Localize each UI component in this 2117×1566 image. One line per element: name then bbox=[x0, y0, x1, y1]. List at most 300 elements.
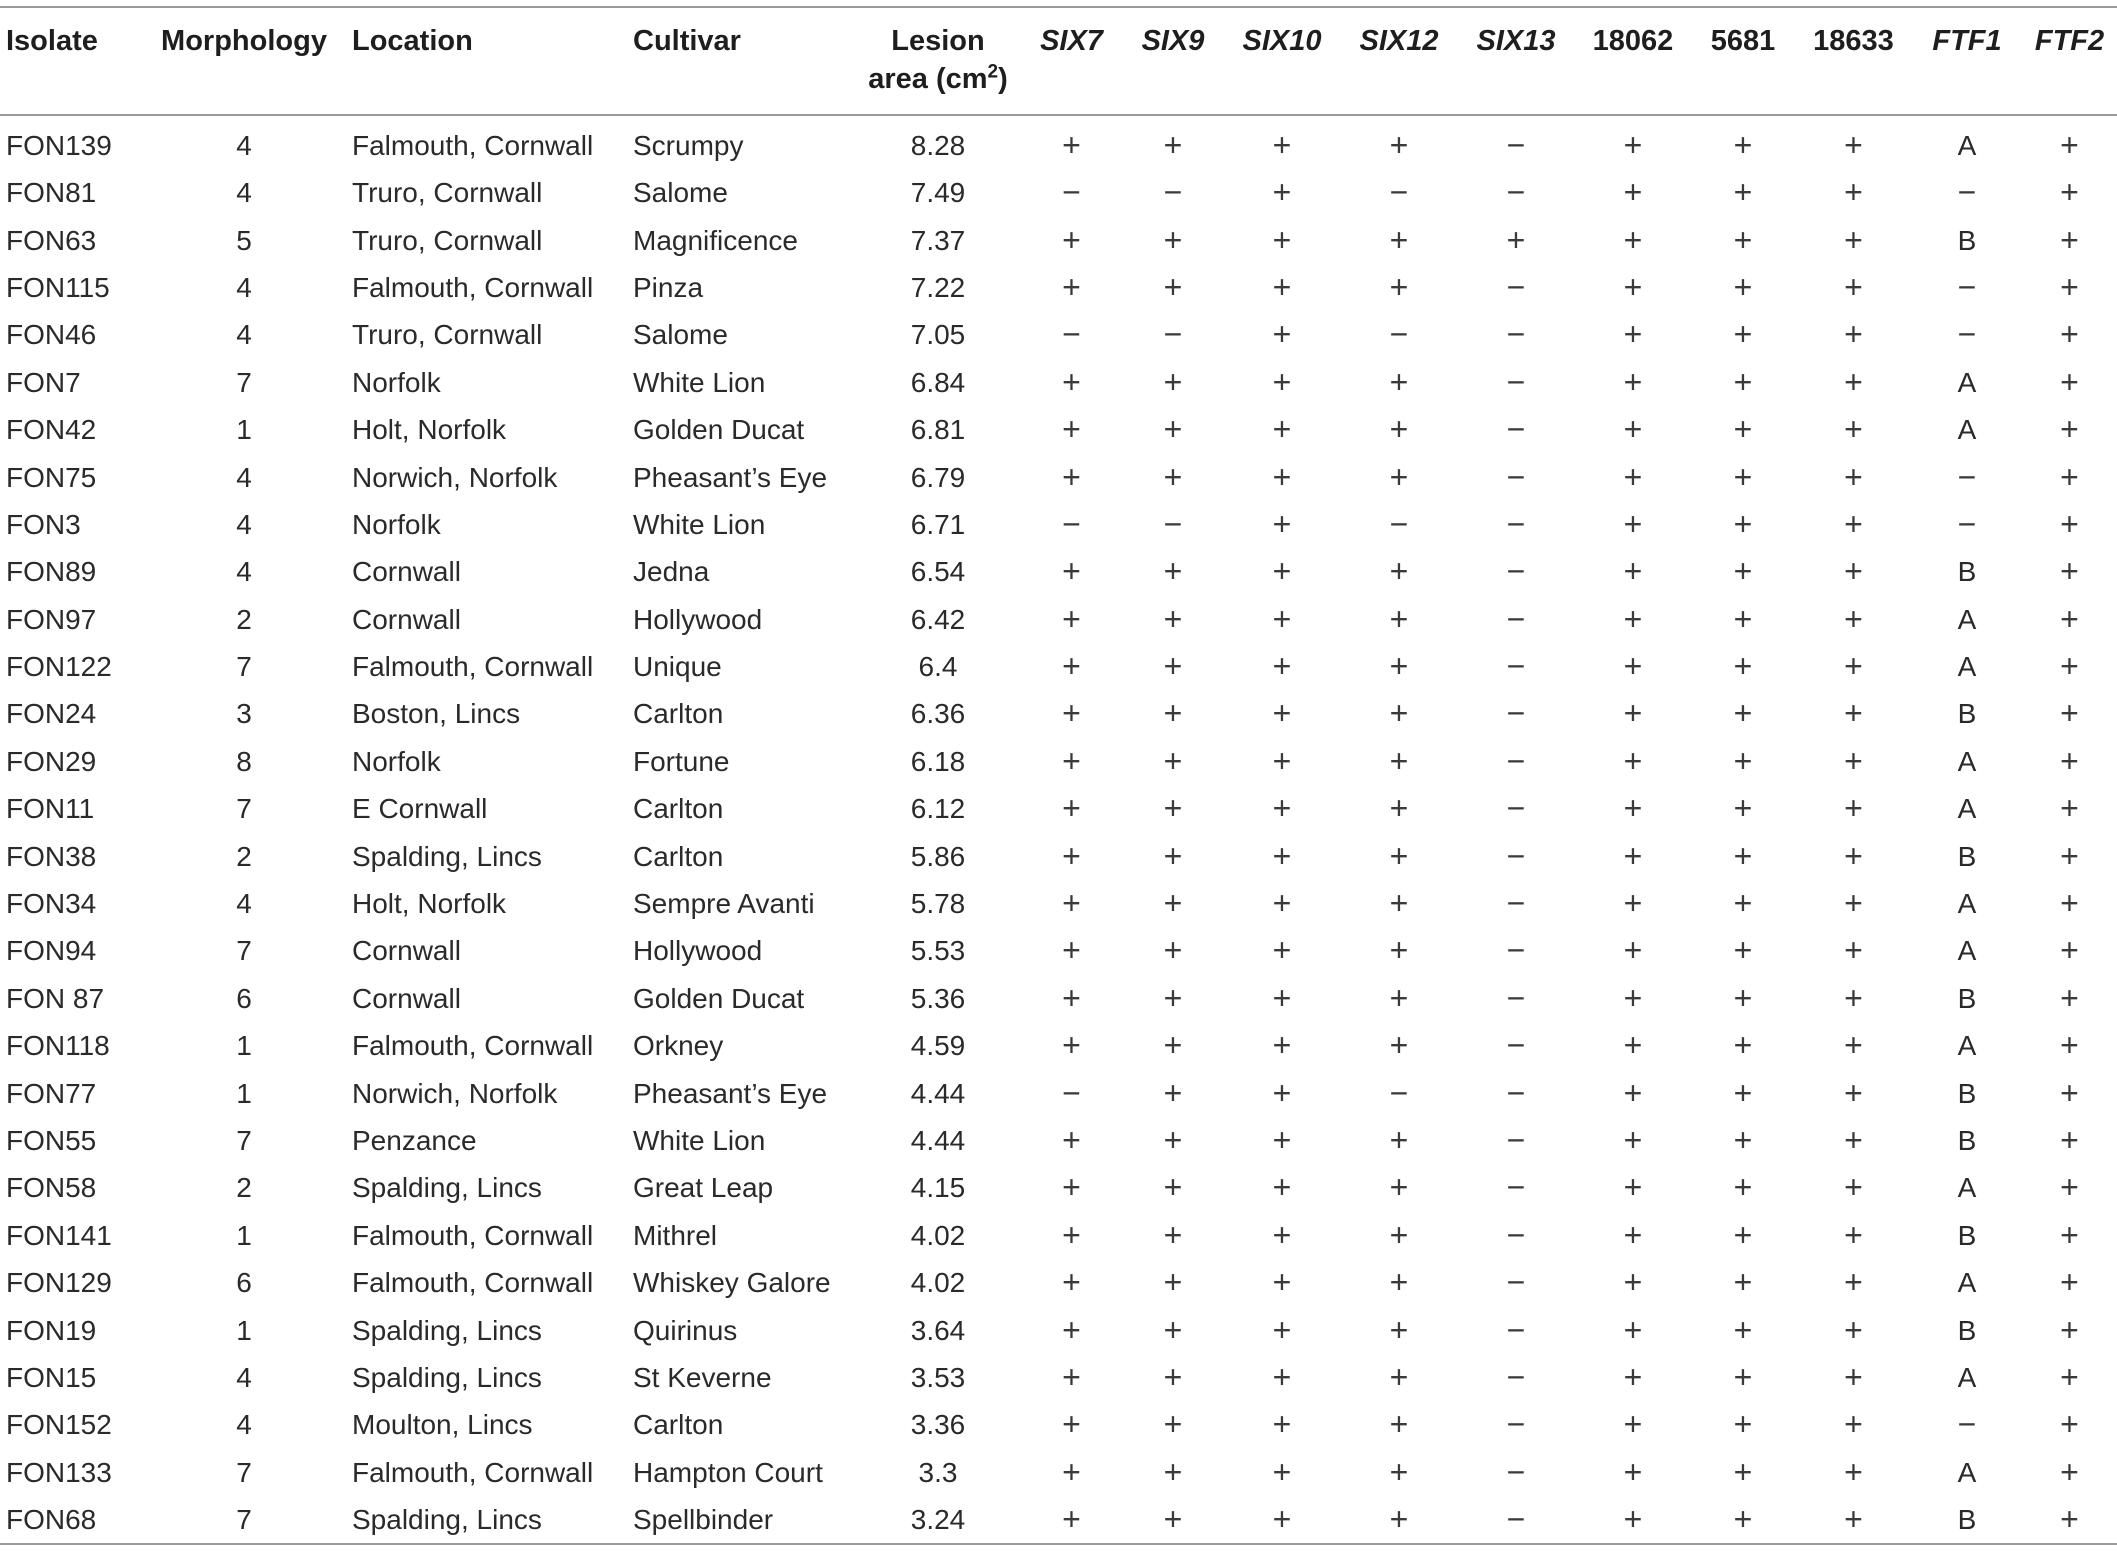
cell-lesion-area: 5.78 bbox=[910, 888, 966, 920]
cell-six13: − bbox=[1506, 458, 1526, 495]
table-row bbox=[0, 785, 2117, 832]
cell-six7: + bbox=[1062, 553, 1081, 590]
cell-morphology: 6 bbox=[236, 982, 252, 1014]
cell-cultivar: Spellbinder bbox=[627, 1496, 856, 1544]
cell-six10: + bbox=[1272, 1027, 1292, 1064]
cell-six13: − bbox=[1506, 1169, 1526, 1206]
cell-m18633: + bbox=[1844, 742, 1863, 779]
cell-ftf2: + bbox=[2060, 1169, 2079, 1206]
cell-location: Spalding, Lincs bbox=[352, 1314, 542, 1346]
table-row bbox=[0, 1069, 2117, 1116]
cell-isolate: FON55 bbox=[6, 1125, 97, 1156]
table-row bbox=[0, 169, 2117, 216]
cell-m18633: + bbox=[1844, 1311, 1863, 1348]
table-row bbox=[0, 501, 2117, 548]
cell-isolate: FON29 bbox=[6, 745, 97, 777]
cell-m18062: + bbox=[1623, 790, 1643, 827]
cell-m18633: + bbox=[1795, 1496, 1912, 1544]
cell-lesion-area: 6.81 bbox=[910, 414, 966, 446]
cell-cultivar: Great Leap bbox=[633, 1172, 774, 1204]
cell-ftf1: A bbox=[1957, 414, 1977, 446]
cell-m18062: + bbox=[1623, 221, 1643, 258]
cell-morphology: 7 bbox=[236, 651, 252, 683]
cell-ftf1: B bbox=[1957, 224, 1977, 256]
table-row bbox=[0, 1449, 2117, 1496]
cell-six13: − bbox=[1506, 553, 1526, 590]
cell-six9: + bbox=[1163, 742, 1183, 779]
cell-m5681: + bbox=[1733, 1074, 1753, 1111]
cell-six9: + bbox=[1163, 363, 1183, 400]
cell-m18633: + bbox=[1844, 1169, 1863, 1206]
cell-six9: + bbox=[1163, 1122, 1183, 1158]
cell-six9: + bbox=[1163, 458, 1183, 495]
cell-six7: + bbox=[1062, 932, 1081, 969]
cell-morphology: 7 bbox=[142, 1496, 346, 1544]
cell-six12: + bbox=[1341, 1496, 1457, 1544]
cell-lesion-area: 4.15 bbox=[910, 1172, 966, 1204]
cell-six13: − bbox=[1506, 837, 1526, 874]
cell-six10: + bbox=[1272, 837, 1292, 874]
cell-morphology: 4 bbox=[236, 271, 252, 303]
cell-ftf1: A bbox=[1957, 651, 1977, 683]
cell-ftf1: B bbox=[1957, 698, 1977, 730]
cell-lesion-area: 6.42 bbox=[910, 603, 966, 635]
header-location: Location bbox=[346, 7, 627, 115]
cell-six12: + bbox=[1389, 363, 1409, 400]
header-lesion-line1: Lesion bbox=[891, 25, 985, 57]
cell-cultivar: Hollywood bbox=[633, 935, 763, 967]
cell-isolate: FON 87 bbox=[6, 982, 105, 1014]
cell-m18633: + bbox=[1844, 979, 1863, 1016]
cell-cultivar: Hampton Court bbox=[633, 1456, 823, 1488]
cell-m18633: + bbox=[1844, 932, 1863, 969]
table-row bbox=[0, 311, 2117, 358]
cell-morphology: 4 bbox=[236, 177, 252, 209]
cell-m18633: + bbox=[1844, 1358, 1863, 1395]
cell-m18062: + bbox=[1623, 1406, 1643, 1443]
cell-m5681: + bbox=[1733, 1027, 1753, 1064]
cell-six10: + bbox=[1272, 695, 1292, 732]
cell-ftf1: A bbox=[1957, 935, 1977, 967]
cell-m5681: + bbox=[1733, 458, 1753, 495]
cell-lesion-area: 7.05 bbox=[910, 319, 966, 351]
cell-lesion-area: 6.36 bbox=[910, 698, 966, 730]
cell-cultivar: Mithrel bbox=[633, 1219, 718, 1251]
cell-m18062: + bbox=[1623, 1169, 1643, 1206]
cell-six12: + bbox=[1389, 1358, 1409, 1395]
cell-isolate: FON15 bbox=[6, 1361, 97, 1393]
cell-ftf2: + bbox=[2060, 837, 2079, 874]
cell-ftf2: + bbox=[2060, 505, 2079, 542]
cell-morphology: 1 bbox=[236, 1219, 252, 1251]
cell-lesion-area: 6.4 bbox=[918, 651, 958, 683]
cell-lesion-area: 3.64 bbox=[910, 1314, 966, 1346]
cell-six10: + bbox=[1272, 979, 1292, 1016]
cell-six13: − bbox=[1506, 1453, 1526, 1490]
cell-m18062: + bbox=[1623, 1122, 1643, 1158]
cell-isolate: FON46 bbox=[6, 319, 97, 351]
cell-six10: + bbox=[1272, 127, 1292, 163]
cell-six10: + bbox=[1272, 1216, 1292, 1253]
cell-six12: + bbox=[1389, 742, 1409, 779]
header-18633: 18633 bbox=[1795, 7, 1912, 115]
cell-six10: + bbox=[1272, 1453, 1292, 1490]
table-row bbox=[0, 115, 2117, 169]
cell-six9: + bbox=[1163, 648, 1183, 685]
table-row bbox=[0, 1164, 2117, 1211]
cell-m18062: + bbox=[1623, 979, 1643, 1016]
cell-six10: + bbox=[1272, 268, 1292, 305]
cell-location: Moulton, Lincs bbox=[352, 1409, 533, 1441]
cell-ftf2: + bbox=[2060, 363, 2079, 400]
header-isolate: Isolate bbox=[0, 7, 142, 115]
cell-lesion-area: 7.22 bbox=[910, 271, 966, 303]
cell-six7: − bbox=[1062, 1074, 1081, 1111]
cell-m5681: + bbox=[1733, 221, 1753, 258]
cell-m18062: + bbox=[1623, 1453, 1643, 1490]
cell-m18062: + bbox=[1623, 458, 1643, 495]
cell-ftf1: − bbox=[1957, 316, 1977, 353]
cell-m18633: + bbox=[1844, 127, 1863, 163]
cell-m5681: + bbox=[1733, 1264, 1753, 1301]
cell-cultivar: Orkney bbox=[633, 1030, 724, 1062]
table-row bbox=[0, 832, 2117, 879]
cell-isolate: FON19 bbox=[6, 1314, 97, 1346]
cell-location: Cornwall bbox=[352, 603, 461, 635]
cell-ftf1: − bbox=[1957, 268, 1977, 305]
cell-location: Truro, Cornwall bbox=[352, 224, 543, 256]
cell-m18062: + bbox=[1623, 127, 1643, 163]
cell-location: Cornwall bbox=[352, 982, 461, 1014]
cell-six7: + bbox=[1062, 837, 1081, 874]
table-row bbox=[0, 1496, 2117, 1544]
header-six7: SIX7 bbox=[1020, 7, 1123, 115]
cell-six9: + bbox=[1163, 411, 1183, 448]
cell-morphology: 4 bbox=[236, 1409, 252, 1441]
cell-isolate: FON75 bbox=[6, 461, 97, 493]
cell-morphology: 4 bbox=[236, 319, 252, 351]
cell-location: Truro, Cornwall bbox=[352, 177, 543, 209]
cell-location: Norfolk bbox=[352, 366, 441, 398]
cell-cultivar: Salome bbox=[633, 177, 728, 209]
cell-ftf2: + bbox=[2060, 1453, 2079, 1490]
cell-isolate: FON139 bbox=[6, 130, 112, 161]
cell-m18062: + bbox=[1623, 411, 1643, 448]
cell-location: Cornwall bbox=[352, 935, 461, 967]
cell-m5681: + bbox=[1733, 1311, 1753, 1348]
cell-six12: + bbox=[1389, 790, 1409, 827]
cell-m5681: + bbox=[1733, 648, 1753, 685]
cell-isolate: FON97 bbox=[6, 603, 97, 635]
cell-six7: + bbox=[1062, 742, 1081, 779]
cell-six7: + bbox=[1062, 411, 1081, 448]
cell-isolate: FON68 bbox=[0, 1496, 142, 1544]
cell-cultivar: Carlton bbox=[633, 793, 724, 825]
cell-lesion-area: 5.36 bbox=[910, 982, 966, 1014]
cell-m18633: + bbox=[1844, 174, 1863, 211]
cell-six13: − bbox=[1506, 648, 1526, 685]
cell-six7: + bbox=[1062, 1027, 1081, 1064]
cell-six13: − bbox=[1506, 742, 1526, 779]
header-row bbox=[0, 7, 2117, 115]
cell-six12: + bbox=[1389, 1027, 1409, 1064]
cell-cultivar: Unique bbox=[633, 651, 722, 683]
cell-m18633: + bbox=[1844, 1027, 1863, 1064]
table-header bbox=[0, 7, 2117, 115]
cell-m5681: + bbox=[1733, 505, 1753, 542]
cell-six12: + bbox=[1389, 221, 1409, 258]
cell-six13: − bbox=[1506, 1264, 1526, 1301]
cell-location: Norfolk bbox=[352, 508, 441, 540]
cell-six9: + bbox=[1163, 1027, 1183, 1064]
cell-six13: − bbox=[1506, 600, 1526, 637]
cell-location: Spalding, Lincs bbox=[352, 840, 542, 872]
table-row bbox=[0, 1354, 2117, 1401]
cell-ftf1: B bbox=[1957, 982, 1977, 1014]
cell-location: Falmouth, Cornwall bbox=[352, 130, 594, 161]
cell-morphology: 7 bbox=[236, 793, 252, 825]
cell-cultivar: Jedna bbox=[633, 556, 710, 588]
cell-m18062: + bbox=[1623, 174, 1643, 211]
cell-six9: + bbox=[1163, 1358, 1183, 1395]
cell-cultivar: Sempre Avanti bbox=[633, 888, 815, 920]
cell-m5681: + bbox=[1733, 411, 1753, 448]
cell-ftf1: B bbox=[1912, 1496, 2022, 1544]
cell-ftf1: B bbox=[1957, 1077, 1977, 1109]
cell-m5681: + bbox=[1733, 979, 1753, 1016]
cell-cultivar: Golden Ducat bbox=[633, 982, 805, 1014]
cell-lesion-area: 5.86 bbox=[910, 840, 966, 872]
cell-six9: + bbox=[1163, 1074, 1183, 1111]
cell-ftf1: B bbox=[1957, 840, 1977, 872]
cell-cultivar: Magnificence bbox=[633, 224, 798, 256]
cell-location: Spalding, Lincs bbox=[352, 1172, 542, 1204]
cell-six10: + bbox=[1272, 458, 1292, 495]
cell-six13: − bbox=[1506, 127, 1526, 163]
cell-morphology: 7 bbox=[236, 1456, 252, 1488]
cell-lesion-area: 4.02 bbox=[910, 1219, 966, 1251]
cell-m18062: + bbox=[1623, 316, 1643, 353]
cell-six7: + bbox=[1062, 979, 1081, 1016]
cell-m5681: + bbox=[1733, 932, 1753, 969]
cell-six12: + bbox=[1389, 458, 1409, 495]
cell-lesion-area: 8.28 bbox=[910, 130, 966, 161]
cell-six10: + bbox=[1272, 363, 1292, 400]
cell-six10: + bbox=[1272, 316, 1292, 353]
cell-m18633: + bbox=[1844, 1216, 1863, 1253]
cell-m18062: + bbox=[1623, 885, 1643, 922]
cell-six7: + bbox=[1062, 1122, 1081, 1158]
cell-morphology: 2 bbox=[236, 1172, 252, 1204]
cell-location: Holt, Norfolk bbox=[352, 414, 507, 446]
cell-six10: + bbox=[1272, 553, 1292, 590]
cell-ftf2: + bbox=[2060, 1027, 2079, 1064]
cell-six9: + bbox=[1123, 1496, 1223, 1544]
cell-ftf1: A bbox=[1957, 603, 1977, 635]
header-ftf1: FTF1 bbox=[1912, 7, 2022, 115]
cell-ftf1: − bbox=[1957, 505, 1977, 542]
cell-six10: + bbox=[1272, 790, 1292, 827]
cell-location: Cornwall bbox=[352, 556, 461, 588]
cell-m18062: + bbox=[1623, 742, 1643, 779]
cell-morphology: 1 bbox=[236, 1030, 252, 1062]
cell-m5681: + bbox=[1691, 1496, 1795, 1544]
cell-six7: + bbox=[1062, 127, 1081, 163]
cell-m18062: + bbox=[1623, 837, 1643, 874]
cell-cultivar: Pheasant’s Eye bbox=[633, 1077, 828, 1109]
cell-cultivar: White Lion bbox=[633, 366, 766, 398]
table-row bbox=[0, 596, 2117, 643]
cell-six9: + bbox=[1163, 695, 1183, 732]
cell-six10: + bbox=[1272, 1169, 1292, 1206]
cell-m18062: + bbox=[1623, 1264, 1643, 1301]
cell-six9: + bbox=[1163, 1453, 1183, 1490]
header-six13: SIX13 bbox=[1457, 7, 1575, 115]
cell-m5681: + bbox=[1733, 316, 1753, 353]
cell-six10: + bbox=[1272, 411, 1292, 448]
cell-morphology: 5 bbox=[236, 224, 252, 256]
cell-m5681: + bbox=[1733, 363, 1753, 400]
cell-cultivar: St Keverne bbox=[633, 1361, 772, 1393]
cell-ftf2: + bbox=[2060, 1264, 2079, 1301]
cell-lesion-area: 6.12 bbox=[910, 793, 966, 825]
cell-ftf1: B bbox=[1957, 1219, 1977, 1251]
cell-ftf2: + bbox=[2060, 268, 2079, 305]
cell-six13: − bbox=[1506, 1358, 1526, 1395]
table-row bbox=[0, 975, 2117, 1022]
cell-cultivar: Fortune bbox=[633, 745, 730, 777]
cell-isolate: FON122 bbox=[6, 651, 112, 683]
cell-six10: + bbox=[1272, 174, 1292, 211]
cell-lesion-area: 6.84 bbox=[910, 366, 966, 398]
cell-ftf2: + bbox=[2060, 1406, 2079, 1443]
cell-ftf2: + bbox=[2060, 221, 2079, 258]
cell-m5681: + bbox=[1733, 885, 1753, 922]
cell-isolate: FON81 bbox=[6, 177, 97, 209]
cell-morphology: 1 bbox=[236, 414, 252, 446]
cell-six10: + bbox=[1272, 932, 1292, 969]
cell-ftf2: + bbox=[2060, 458, 2079, 495]
cell-location: Spalding, Lincs bbox=[346, 1496, 627, 1544]
cell-cultivar: Hollywood bbox=[633, 603, 763, 635]
cell-ftf1: A bbox=[1957, 366, 1977, 398]
cell-six7: + bbox=[1020, 1496, 1123, 1544]
cell-m18633: + bbox=[1844, 837, 1863, 874]
cell-m18633: + bbox=[1844, 885, 1863, 922]
cell-m18633: + bbox=[1844, 505, 1863, 542]
cell-six12: + bbox=[1389, 648, 1409, 685]
cell-location: Norwich, Norfolk bbox=[352, 1077, 558, 1109]
cell-ftf1: A bbox=[1957, 888, 1977, 920]
cell-ftf2: + bbox=[2060, 411, 2079, 448]
cell-six7: + bbox=[1062, 268, 1081, 305]
cell-m5681: + bbox=[1733, 1216, 1753, 1253]
cell-m18062: + bbox=[1623, 268, 1643, 305]
cell-six13: − bbox=[1506, 316, 1526, 353]
cell-lesion-area: 7.49 bbox=[910, 177, 966, 209]
cell-six7: − bbox=[1062, 174, 1081, 211]
cell-m5681: + bbox=[1733, 553, 1753, 590]
cell-lesion-area: 5.53 bbox=[910, 935, 966, 967]
cell-ftf2: + bbox=[2060, 695, 2079, 732]
cell-morphology: 2 bbox=[236, 840, 252, 872]
cell-six10: + bbox=[1272, 1122, 1292, 1158]
cell-location: Penzance bbox=[352, 1125, 477, 1156]
cell-lesion-area: 4.44 bbox=[910, 1125, 966, 1156]
cell-lesion-area: 4.02 bbox=[910, 1267, 966, 1299]
cell-morphology: 4 bbox=[236, 1361, 252, 1393]
cell-cultivar: Whiskey Galore bbox=[633, 1267, 831, 1299]
cell-ftf1: A bbox=[1957, 1172, 1977, 1204]
table-row bbox=[0, 643, 2117, 690]
cell-six7: + bbox=[1062, 1406, 1081, 1443]
cell-isolate: FON152 bbox=[6, 1409, 112, 1441]
cell-m18633: + bbox=[1844, 363, 1863, 400]
cell-m18062: + bbox=[1623, 1027, 1643, 1064]
cell-six9: + bbox=[1163, 1169, 1183, 1206]
cell-six7: + bbox=[1062, 1264, 1081, 1301]
cell-six12: − bbox=[1389, 505, 1409, 542]
cell-lesion-area: 3.36 bbox=[910, 1409, 966, 1441]
cell-location: Boston, Lincs bbox=[352, 698, 521, 730]
cell-cultivar: Carlton bbox=[633, 1409, 724, 1441]
cell-location: E Cornwall bbox=[352, 793, 488, 825]
header-ftf2: FTF2 bbox=[2022, 7, 2117, 115]
cell-six9: + bbox=[1163, 1311, 1183, 1348]
cell-lesion-area: 6.54 bbox=[910, 556, 966, 588]
cell-six12: + bbox=[1389, 127, 1409, 163]
cell-six7: + bbox=[1062, 1169, 1081, 1206]
cell-lesion-area: 6.79 bbox=[910, 461, 966, 493]
cell-six10: + bbox=[1272, 742, 1292, 779]
table-body bbox=[0, 115, 2117, 1544]
cell-m18633: + bbox=[1844, 600, 1863, 637]
cell-ftf1: A bbox=[1957, 1030, 1977, 1062]
cell-lesion-area: 3.24 bbox=[856, 1496, 1020, 1544]
cell-six7: + bbox=[1062, 695, 1081, 732]
cell-ftf1: − bbox=[1957, 1406, 1977, 1443]
cell-six10: + bbox=[1272, 600, 1292, 637]
cell-isolate: FON63 bbox=[6, 224, 97, 256]
table-row bbox=[0, 406, 2117, 453]
cell-six9: − bbox=[1163, 316, 1183, 353]
cell-six12: + bbox=[1389, 885, 1409, 922]
cell-morphology: 6 bbox=[236, 1267, 252, 1299]
cell-morphology: 4 bbox=[236, 461, 252, 493]
cell-cultivar: Scrumpy bbox=[633, 130, 744, 161]
cell-location: Falmouth, Cornwall bbox=[352, 651, 594, 683]
table-row bbox=[0, 690, 2117, 737]
cell-m5681: + bbox=[1733, 1406, 1753, 1443]
cell-ftf2: + bbox=[2060, 316, 2079, 353]
cell-six7: − bbox=[1062, 316, 1081, 353]
cell-six12: + bbox=[1389, 1122, 1409, 1158]
cell-six7: + bbox=[1062, 221, 1081, 258]
cell-m18062: + bbox=[1623, 932, 1643, 969]
cell-ftf2: + bbox=[2060, 1074, 2079, 1111]
cell-m18633: + bbox=[1844, 553, 1863, 590]
cell-m18062: + bbox=[1623, 695, 1643, 732]
cell-m18633: + bbox=[1844, 411, 1863, 448]
cell-morphology: 1 bbox=[236, 1314, 252, 1346]
cell-lesion-area: 3.3 bbox=[918, 1456, 958, 1488]
cell-ftf1: B bbox=[1957, 1125, 1977, 1156]
cell-six12: + bbox=[1389, 411, 1409, 448]
cell-six12: + bbox=[1389, 268, 1409, 305]
cell-six12: + bbox=[1389, 837, 1409, 874]
cell-m18062: + bbox=[1623, 1311, 1643, 1348]
cell-six12: + bbox=[1389, 1216, 1409, 1253]
